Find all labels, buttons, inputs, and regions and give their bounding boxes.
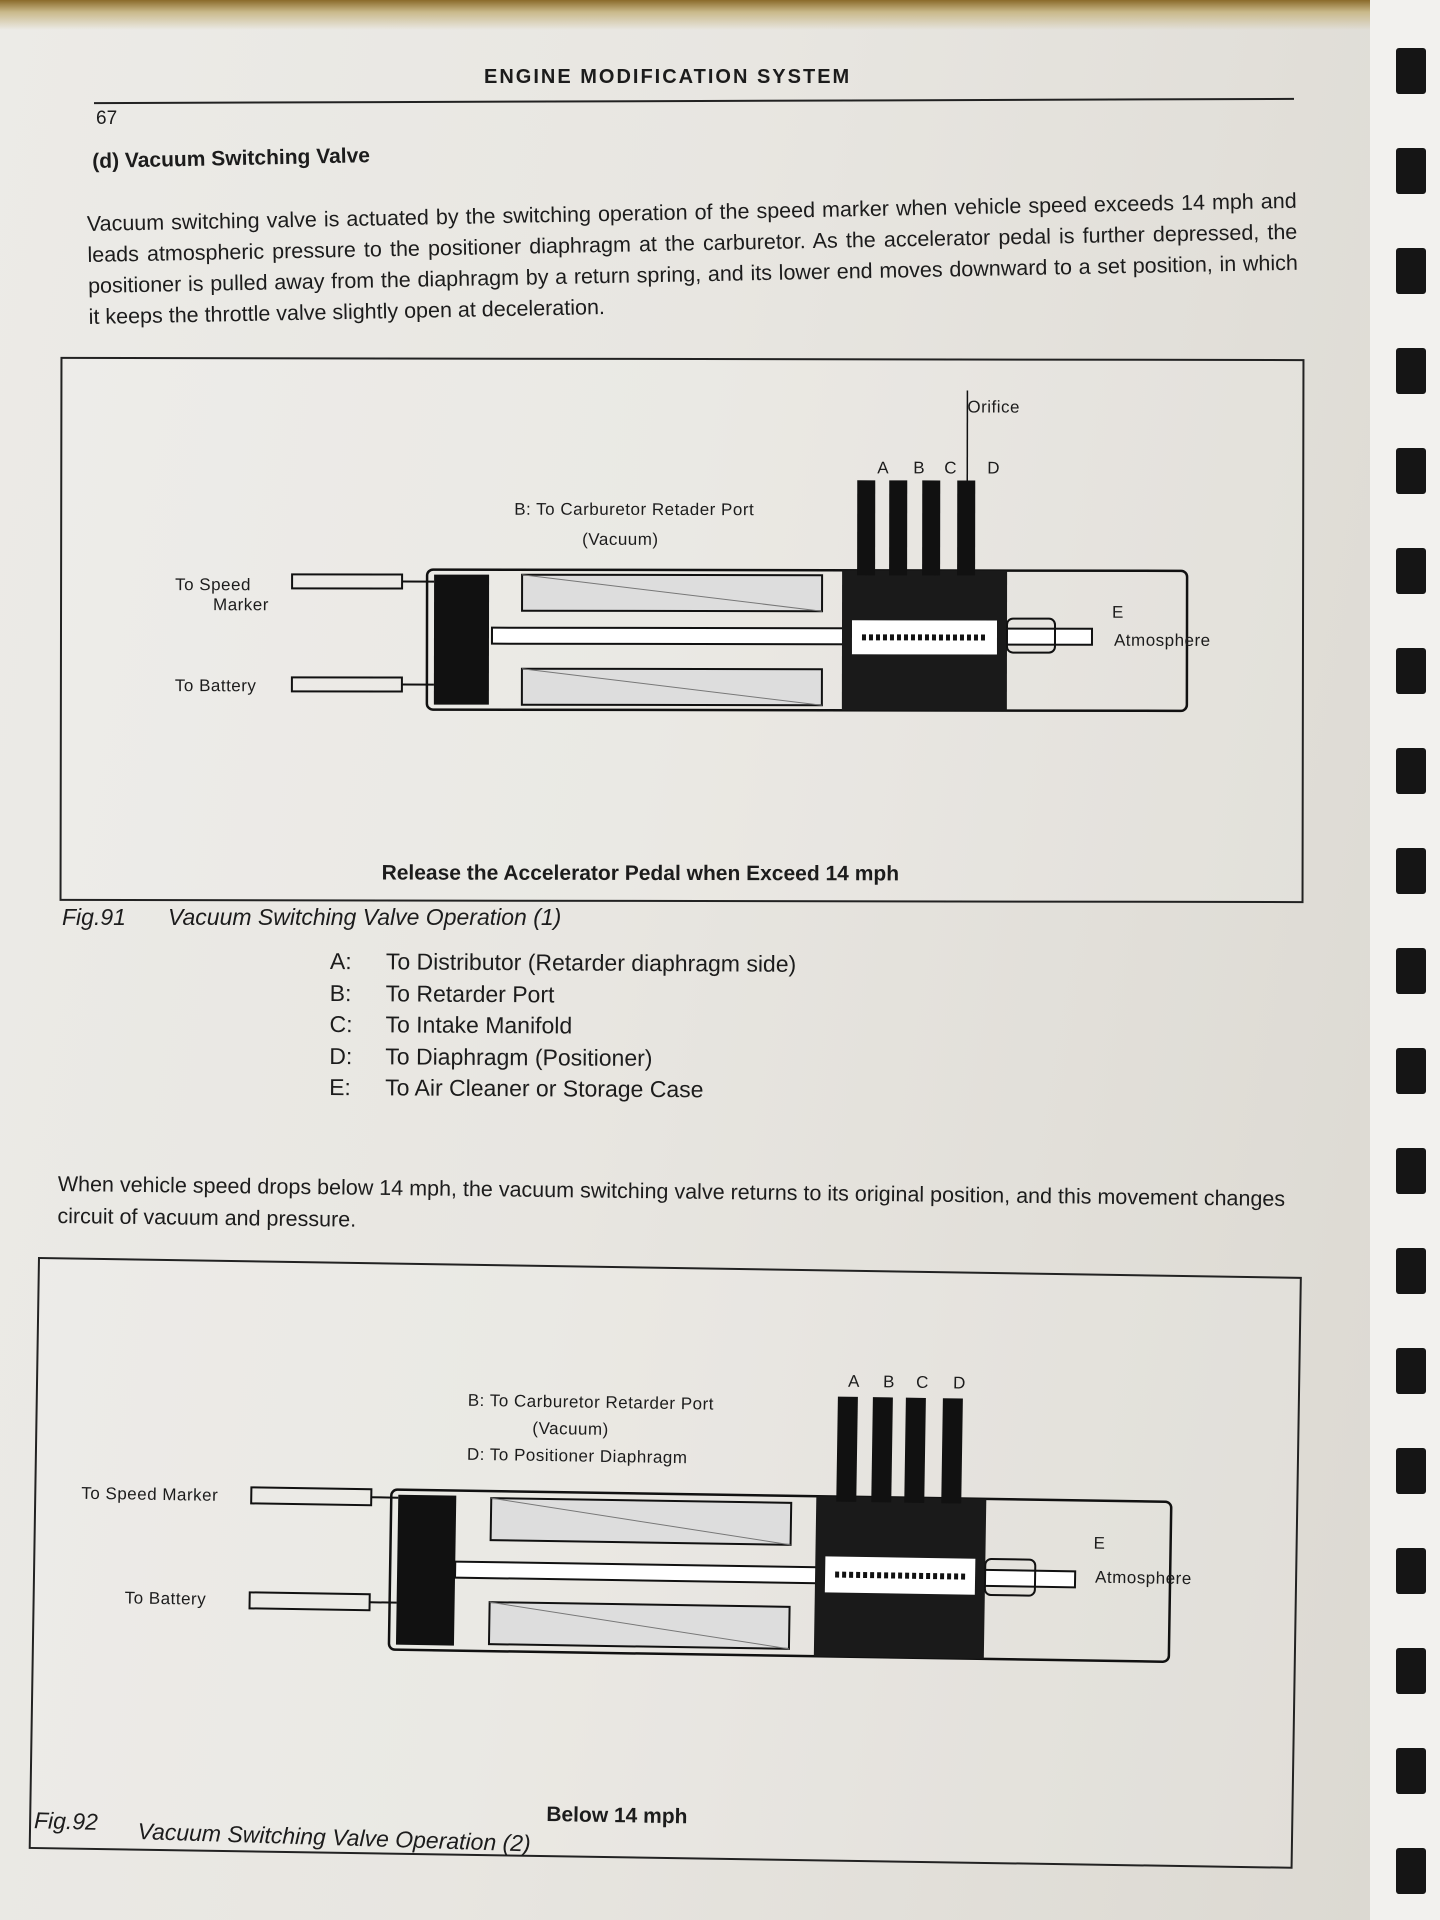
- binding-ring: [1396, 1748, 1426, 1794]
- figure-2-number: Fig.92: [33, 1807, 99, 1835]
- binding-ring: [1396, 848, 1426, 894]
- legend-key: E:: [329, 1073, 351, 1101]
- atmosphere-label: Atmosphere: [1113, 630, 1211, 650]
- legend-row: [330, 977, 797, 1011]
- legend-row: [329, 1072, 796, 1106]
- legend-text: To Distributor (Retarder diaphragm side): [385, 948, 797, 977]
- binding-ring: [1396, 1548, 1426, 1594]
- figure-2-caption: Below 14 mph: [546, 1803, 688, 1829]
- binding-ring: [1396, 1248, 1426, 1294]
- binding-ring: [1396, 948, 1426, 994]
- binding-ring: [1396, 48, 1426, 94]
- legend-row: [329, 1040, 796, 1074]
- figure-92: [29, 1257, 1302, 1869]
- binding-ring: [1396, 648, 1426, 694]
- binding-ring: [1396, 348, 1426, 394]
- legend-key: D:: [329, 1042, 353, 1069]
- port-c-label: C: [944, 458, 958, 478]
- binding-ring: [1396, 1048, 1426, 1094]
- speed-marker-line-1: To Speed: [175, 575, 251, 595]
- section-body: [86, 155, 1299, 333]
- port-a-label: A: [847, 1371, 861, 1391]
- paragraph-2: When vehicle speed drops below 14 mph, the vacuum switching valve returns to its original position, and this movement changes circuit of vacuum and pressure.: [57, 1171, 1286, 1232]
- section-title: (d) Vacuum Switching Valve: [92, 144, 371, 173]
- vacuum-label: (Vacuum): [582, 529, 659, 549]
- binding-ring: [1396, 1848, 1426, 1894]
- binding-ring: [1396, 1648, 1426, 1694]
- valve-body-2: [389, 1390, 1173, 1662]
- vacuum-label: (Vacuum): [532, 1418, 609, 1439]
- wire-connectors-1: [292, 574, 434, 691]
- binding-ring: [1396, 148, 1426, 194]
- binding-ring: [1396, 1148, 1426, 1194]
- binding-ring: [1396, 448, 1426, 494]
- speed-marker-label: [175, 575, 269, 615]
- port-b-label: B: [913, 458, 926, 478]
- legend-row: [329, 1009, 796, 1043]
- legend-key: C:: [329, 1010, 353, 1038]
- port-d-label: D: [987, 458, 1001, 478]
- legend-text: To Intake Manifold: [385, 1011, 573, 1039]
- legend-text: To Diaphragm (Positioner): [385, 1042, 653, 1071]
- legend-key: A:: [329, 947, 352, 975]
- legend-text: To Retarder Port: [385, 979, 555, 1007]
- port-c-label: C: [915, 1372, 930, 1393]
- page-header: ENGINE MODIFICATION SYSTEM: [484, 66, 852, 88]
- port-legend: [329, 946, 796, 1106]
- binding-ring: [1396, 548, 1426, 594]
- figure-1-caption: Release the Accelerator Pedal when Exceed 14 mph: [381, 861, 900, 886]
- binding-ring: [1396, 1448, 1426, 1494]
- speed-marker-line-2: Marker: [213, 595, 269, 615]
- figure-1-title: Vacuum Switching Valve Operation (1): [168, 904, 562, 930]
- port-e-label: E: [1093, 1533, 1106, 1553]
- section-body-text: Vacuum switching valve is actuated by the switching operation of the speed marker when vehicle speed exceeds 14 mph and leads atmospheric pressure to the positioner diaphragm at the carburetor. As the accelerator pedal is further depressed, the positioner is pulled away from the diaphragm by a return spring, and its lower end moves downward to a set position, in which it keeps the throttle valve slightly open at deceleration.: [86, 188, 1299, 329]
- orifice-label: Orifice: [967, 397, 1021, 417]
- header-rule: [94, 98, 1294, 104]
- retarder-port-label: B: To Carburetor Retader Port: [514, 499, 755, 520]
- port-d-label: D: [952, 1373, 967, 1393]
- legend-text: To Air Cleaner or Storage Case: [385, 1074, 704, 1103]
- figure-91: [60, 357, 1305, 903]
- binding-ring: [1396, 1348, 1426, 1394]
- binding-ring: [1396, 248, 1426, 294]
- battery-label: To Battery: [174, 676, 257, 696]
- valve-diagram-2: [31, 1259, 1300, 1867]
- wire-connectors-2: [250, 1487, 399, 1610]
- speed-marker-label: To Speed Marker: [81, 1483, 219, 1505]
- positioner-label: D: To Positioner Diaphragm: [466, 1444, 688, 1468]
- binding-ring: [1396, 748, 1426, 794]
- port-b-label: B: [882, 1372, 896, 1392]
- figure-1-number: Fig.91: [62, 904, 126, 930]
- figure-2-title: Vacuum Switching Valve Operation (2): [137, 1818, 532, 1857]
- battery-label: To Battery: [124, 1588, 207, 1609]
- retarder-port-label: B: To Carburetor Retarder Port: [467, 1390, 715, 1414]
- page-number: 67: [96, 108, 118, 129]
- atmosphere-label: Atmosphere: [1094, 1567, 1192, 1589]
- port-a-label: A: [877, 458, 890, 478]
- spiral-binding: [1370, 0, 1440, 1920]
- page-top-shadow: [0, 0, 1440, 30]
- legend-key: B:: [329, 979, 352, 1006]
- port-e-label: E: [1112, 602, 1124, 622]
- legend-row: [330, 946, 797, 980]
